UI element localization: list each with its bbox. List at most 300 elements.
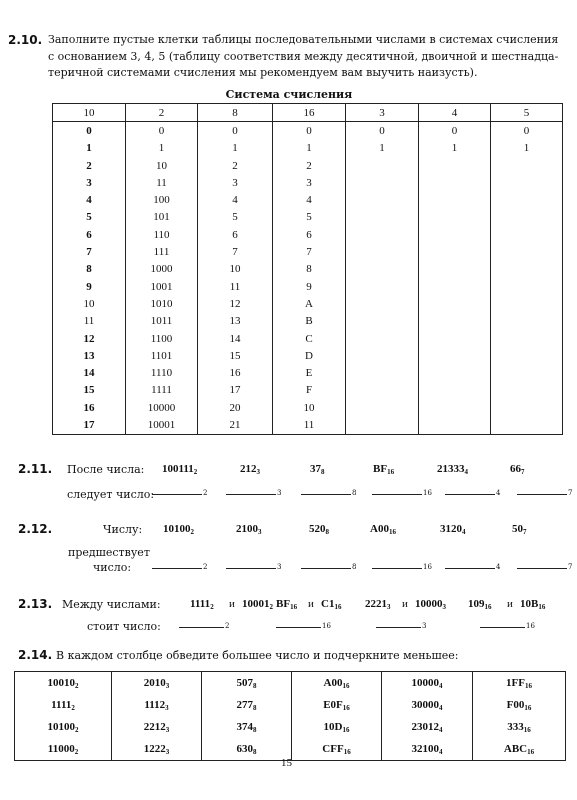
answer-base: 7 xyxy=(568,563,573,571)
number-systems-table xyxy=(52,103,563,435)
answer-base: 3 xyxy=(277,563,282,571)
value-base: 16 xyxy=(290,603,298,611)
table-cell xyxy=(491,330,563,347)
table-header-base-10: 10 xyxy=(53,104,126,122)
table-cell: 1 xyxy=(273,140,346,157)
value-base: 3 xyxy=(165,703,169,712)
value-base: 8 xyxy=(325,528,329,536)
answer-base: 16 xyxy=(423,563,432,571)
range-end-number xyxy=(520,598,545,611)
value-digits: 277 xyxy=(236,698,253,711)
table-cell: 4 xyxy=(273,191,346,208)
value-digits: 32100 xyxy=(411,742,439,755)
comparison-cell[interactable] xyxy=(112,694,202,716)
table-cell: 10000 xyxy=(126,399,198,416)
given-number xyxy=(370,523,396,536)
answer-base: 3 xyxy=(277,489,282,497)
value-digits: 10100 xyxy=(47,720,75,733)
table-row xyxy=(53,313,563,330)
value-digits: A00 xyxy=(370,523,389,535)
table-cell: 1010 xyxy=(126,295,198,312)
value-digits: F00 xyxy=(506,698,525,711)
table-cell xyxy=(491,157,563,174)
table-cell: 1001 xyxy=(126,278,198,295)
value-digits: 630 xyxy=(236,742,253,755)
table-cell: 15 xyxy=(198,347,273,364)
table-cell xyxy=(419,313,491,330)
table-cell: 1100 xyxy=(126,330,198,347)
table-row xyxy=(53,226,563,243)
given-number xyxy=(163,523,194,536)
value-base: 2 xyxy=(210,603,214,611)
table-cell xyxy=(491,347,563,364)
answer-base: 2 xyxy=(225,622,230,630)
table-row xyxy=(53,347,563,364)
answer-blank[interactable] xyxy=(276,617,321,628)
table-header-base-16: 16 xyxy=(273,104,346,122)
value-base: 4 xyxy=(439,681,443,690)
table-cell xyxy=(419,174,491,191)
table-header-base-5: 5 xyxy=(491,104,563,122)
table-cell xyxy=(346,157,419,174)
value-base: 2 xyxy=(75,725,79,734)
comparison-cell[interactable] xyxy=(473,672,566,695)
table-cell: 4 xyxy=(53,191,126,208)
value-base: 16 xyxy=(342,681,350,690)
comparison-table xyxy=(14,671,566,761)
value-digits: 1FF xyxy=(506,676,525,689)
table-cell xyxy=(491,191,563,208)
value-digits: 2010 xyxy=(143,676,166,689)
and-word: и xyxy=(507,598,513,610)
table-cell xyxy=(419,295,491,312)
table-cell: 0 xyxy=(346,122,419,140)
table-row xyxy=(53,157,563,174)
precedes-number-label: число: xyxy=(93,561,132,574)
table-cell xyxy=(491,364,563,381)
range-start-number xyxy=(365,598,391,611)
table-cell xyxy=(346,243,419,260)
value-base: 2 xyxy=(190,528,194,536)
table-cell: 2 xyxy=(198,157,273,174)
answer-blank[interactable] xyxy=(517,558,567,569)
value-base: 7 xyxy=(521,468,525,476)
value-base: 2 xyxy=(75,681,79,690)
exercise-2-12-number: 2.12. xyxy=(18,522,53,536)
value-base: 3 xyxy=(258,528,262,536)
given-number xyxy=(440,523,466,536)
table-cell: 0 xyxy=(126,122,198,140)
table-cell xyxy=(491,382,563,399)
table-cell: 1000 xyxy=(126,261,198,278)
value-base: 16 xyxy=(342,725,350,734)
table-cell xyxy=(346,364,419,381)
range-start-number xyxy=(190,598,214,611)
value-digits: 2100 xyxy=(236,523,258,535)
comparison-cell[interactable] xyxy=(112,672,202,695)
value-digits: 10010 xyxy=(47,676,75,689)
value-base: 16 xyxy=(527,747,535,756)
value-base: 3 xyxy=(387,603,391,611)
value-base: 8 xyxy=(321,468,325,476)
value-base: 16 xyxy=(334,603,342,611)
and-word: и xyxy=(402,598,408,610)
comparison-cell[interactable] xyxy=(473,716,566,738)
value-base: 16 xyxy=(342,703,350,712)
comparison-cell[interactable] xyxy=(202,738,292,761)
answer-base: 16 xyxy=(322,622,331,630)
table-cell: 3 xyxy=(198,174,273,191)
answer-blank[interactable] xyxy=(152,484,202,495)
table-cell: 20 xyxy=(198,399,273,416)
value-base: 16 xyxy=(524,681,532,690)
exercise-2-10-text-line1: Заполните пустые клетки таблицы последовательными числами в системах счисления xyxy=(48,33,559,46)
table-cell: 6 xyxy=(198,226,273,243)
table-header-base-4: 4 xyxy=(419,104,491,122)
value-digits: 212 xyxy=(240,463,257,475)
value-digits: 100111 xyxy=(162,463,194,475)
table-cell: 8 xyxy=(53,261,126,278)
table-cell xyxy=(419,347,491,364)
value-digits: BF xyxy=(373,463,388,475)
value-digits: 109 xyxy=(468,598,485,610)
comparison-row xyxy=(15,694,566,716)
table-cell xyxy=(491,174,563,191)
comparison-cell[interactable] xyxy=(202,716,292,738)
value-digits: 10000 xyxy=(415,598,443,610)
value-digits: 10001 xyxy=(242,598,270,610)
comparison-row xyxy=(15,672,566,695)
value-digits: 333 xyxy=(507,720,524,733)
answer-blank[interactable] xyxy=(445,558,495,569)
value-base: 16 xyxy=(388,528,396,536)
table-header-base-3: 3 xyxy=(346,104,419,122)
answer-blank[interactable] xyxy=(517,484,567,495)
value-digits: 10B xyxy=(520,598,539,610)
exercise-2-11-number: 2.11. xyxy=(18,462,53,476)
table-cell: 11 xyxy=(198,278,273,295)
value-base: 7 xyxy=(523,528,527,536)
comparison-cell[interactable] xyxy=(15,738,112,761)
table-cell xyxy=(419,382,491,399)
table-cell: 101 xyxy=(126,209,198,226)
table-cell xyxy=(346,347,419,364)
precedes-label: предшествует xyxy=(68,546,150,559)
table-cell: 15 xyxy=(53,382,126,399)
comparison-cell[interactable] xyxy=(473,738,566,761)
exercise-2-14-number: 2.14. xyxy=(18,648,53,662)
answer-base: 4 xyxy=(496,563,501,571)
table-cell xyxy=(491,261,563,278)
table-cell: 7 xyxy=(53,243,126,260)
answer-base: 16 xyxy=(423,489,432,497)
comparison-cell[interactable] xyxy=(382,716,473,738)
answer-base: 8 xyxy=(352,563,357,571)
table-cell: E xyxy=(273,364,346,381)
value-base: 4 xyxy=(439,725,443,734)
table-cell: 1 xyxy=(198,140,273,157)
table-cell: 5 xyxy=(273,209,346,226)
comparison-row xyxy=(15,716,566,738)
value-base: 4 xyxy=(439,703,443,712)
answer-base: 2 xyxy=(203,563,208,571)
value-digits: 2212 xyxy=(143,720,166,733)
table-cell xyxy=(419,399,491,416)
table-row xyxy=(53,174,563,191)
comparison-cell[interactable] xyxy=(382,672,473,695)
page-number: 15 xyxy=(281,757,292,769)
answer-blank[interactable] xyxy=(301,484,351,495)
table-row xyxy=(53,191,563,208)
answer-base: 4 xyxy=(496,489,501,497)
table-row xyxy=(53,416,563,434)
value-base: 16 xyxy=(523,725,531,734)
after-number-label: После числа: xyxy=(67,463,145,476)
table-cell: 1111 xyxy=(126,382,198,399)
table-cell: 11 xyxy=(273,416,346,434)
comparison-cell[interactable] xyxy=(292,672,382,695)
table-cell: 11 xyxy=(126,174,198,191)
value-digits: 50 xyxy=(512,523,523,535)
value-digits: 37 xyxy=(310,463,321,475)
table-cell xyxy=(491,295,563,312)
answer-blank[interactable] xyxy=(301,558,351,569)
table-row xyxy=(53,399,563,416)
table-cell: 0 xyxy=(491,122,563,140)
range-end-number xyxy=(415,598,446,611)
table-cell: B xyxy=(273,313,346,330)
table-cell: 17 xyxy=(198,382,273,399)
given-number xyxy=(162,463,197,476)
value-base: 4 xyxy=(464,468,468,476)
table-cell xyxy=(419,261,491,278)
table-cell xyxy=(491,399,563,416)
exercise-2-13-number: 2.13. xyxy=(18,597,53,611)
table-cell xyxy=(346,416,419,434)
table-cell xyxy=(419,364,491,381)
value-digits: 66 xyxy=(510,463,521,475)
value-digits: 1222 xyxy=(143,742,166,755)
table-cell: 10 xyxy=(198,261,273,278)
table-row xyxy=(53,140,563,157)
table-cell: C xyxy=(273,330,346,347)
table-row xyxy=(53,209,563,226)
value-digits: 10D xyxy=(323,720,343,733)
value-base: 16 xyxy=(484,603,492,611)
range-end-number xyxy=(321,598,341,611)
table-cell xyxy=(491,226,563,243)
table-cell: 8 xyxy=(273,261,346,278)
value-digits: A00 xyxy=(323,676,343,689)
next-number-label: следует число: xyxy=(67,488,155,501)
table-cell xyxy=(346,399,419,416)
answer-blank[interactable] xyxy=(152,558,202,569)
value-digits: 1112 xyxy=(144,698,166,711)
value-digits: 374 xyxy=(236,720,253,733)
value-base: 3 xyxy=(165,725,170,734)
exercise-2-10-text-line2: с основанием 3, 4, 5 (таблицу соответствия между десятичной, двоичной и шестнадца- xyxy=(48,50,559,63)
table-cell: 17 xyxy=(53,416,126,434)
table-cell: 6 xyxy=(53,226,126,243)
value-base: 16 xyxy=(343,747,351,756)
table-row xyxy=(53,278,563,295)
table-cell: 11 xyxy=(53,313,126,330)
value-base: 16 xyxy=(538,603,546,611)
value-base: 4 xyxy=(439,747,443,756)
table-cell: 3 xyxy=(53,174,126,191)
table-header-row xyxy=(53,104,563,122)
table-cell: 0 xyxy=(419,122,491,140)
value-base: 8 xyxy=(253,681,257,690)
value-digits: 30000 xyxy=(411,698,439,711)
table-cell xyxy=(346,382,419,399)
table-cell: 1110 xyxy=(126,364,198,381)
table-cell xyxy=(346,226,419,243)
value-base: 3 xyxy=(165,681,170,690)
table-cell xyxy=(346,313,419,330)
value-base: 4 xyxy=(462,528,466,536)
table-cell xyxy=(491,209,563,226)
answer-blank[interactable] xyxy=(445,484,495,495)
answer-blank[interactable] xyxy=(226,558,276,569)
table-cell: 10 xyxy=(273,399,346,416)
table-cell: 1101 xyxy=(126,347,198,364)
value-base: 8 xyxy=(253,747,257,756)
table-header-base-8: 8 xyxy=(198,104,273,122)
value-base: 8 xyxy=(253,703,257,712)
given-number xyxy=(373,463,394,476)
answer-blank[interactable] xyxy=(226,484,276,495)
value-base: 16 xyxy=(387,468,395,476)
comparison-cell[interactable] xyxy=(15,694,112,716)
table-cell: 10 xyxy=(53,295,126,312)
value-base: 16 xyxy=(524,703,532,712)
table-row xyxy=(53,330,563,347)
table-cell: 14 xyxy=(198,330,273,347)
table-cell: 4 xyxy=(198,191,273,208)
answer-blank[interactable] xyxy=(372,558,422,569)
table-cell: 16 xyxy=(53,399,126,416)
comparison-cell[interactable] xyxy=(292,694,382,716)
value-digits: 507 xyxy=(236,676,253,689)
table-cell: 111 xyxy=(126,243,198,260)
answer-base: 2 xyxy=(203,489,208,497)
value-digits: 520 xyxy=(309,523,326,535)
comparison-cell[interactable] xyxy=(15,672,112,695)
answer-blank[interactable] xyxy=(376,617,421,628)
table-cell: 0 xyxy=(198,122,273,140)
value-digits: E0F xyxy=(323,698,343,711)
table-cell xyxy=(419,157,491,174)
comparison-cell[interactable] xyxy=(292,738,382,761)
comparison-cell[interactable] xyxy=(15,716,112,738)
answer-base: 16 xyxy=(526,622,535,630)
comparison-cell[interactable] xyxy=(473,694,566,716)
comparison-cell[interactable] xyxy=(382,738,473,761)
value-digits: BF xyxy=(276,598,291,610)
table-cell xyxy=(346,191,419,208)
between-numbers-label: Между числами: xyxy=(62,598,161,611)
table-cell: 1 xyxy=(126,140,198,157)
table-cell: 5 xyxy=(198,209,273,226)
table-cell xyxy=(419,191,491,208)
table-cell xyxy=(491,278,563,295)
value-digits: 10100 xyxy=(163,523,191,535)
table-cell: 6 xyxy=(273,226,346,243)
answer-blank[interactable] xyxy=(480,617,525,628)
answer-base: 7 xyxy=(568,489,573,497)
and-word: и xyxy=(308,598,314,610)
value-digits: C1 xyxy=(321,598,335,610)
table-cell: D xyxy=(273,347,346,364)
table-cell: 10001 xyxy=(126,416,198,434)
given-number xyxy=(510,463,525,476)
range-start-number xyxy=(468,598,492,611)
value-digits: 10000 xyxy=(411,676,439,689)
value-digits: ABC xyxy=(503,742,528,755)
table-row xyxy=(53,382,563,399)
table-cell: 14 xyxy=(53,364,126,381)
comparison-cell[interactable] xyxy=(112,716,202,738)
value-digits: 2221 xyxy=(365,598,387,610)
table-cell: 10 xyxy=(126,157,198,174)
table-row xyxy=(53,243,563,260)
comparison-cell[interactable] xyxy=(112,738,202,761)
table-cell xyxy=(419,330,491,347)
comparison-cell[interactable] xyxy=(202,694,292,716)
table-row xyxy=(53,364,563,381)
number-label: Числу: xyxy=(103,523,143,536)
range-end-number xyxy=(242,598,273,611)
range-start-number xyxy=(276,598,297,611)
table-cell: 12 xyxy=(53,330,126,347)
table-cell xyxy=(346,261,419,278)
value-base: 3 xyxy=(256,468,260,476)
table-cell: 3 xyxy=(273,174,346,191)
and-word: и xyxy=(229,598,235,610)
value-digits: 21333 xyxy=(437,463,465,475)
table-cell xyxy=(491,243,563,260)
table-caption: Система счисления xyxy=(225,88,353,101)
answer-base: 8 xyxy=(352,489,357,497)
value-digits: CFF xyxy=(322,742,344,755)
given-number xyxy=(437,463,468,476)
value-base: 3 xyxy=(442,603,446,611)
table-cell: 12 xyxy=(198,295,273,312)
answer-blank[interactable] xyxy=(372,484,422,495)
table-cell: 21 xyxy=(198,416,273,434)
comparison-cell[interactable] xyxy=(202,672,292,695)
table-row xyxy=(53,261,563,278)
table-cell: 1 xyxy=(53,140,126,157)
table-cell: 100 xyxy=(126,191,198,208)
table-cell xyxy=(346,278,419,295)
comparison-cell[interactable] xyxy=(292,716,382,738)
given-number xyxy=(309,523,329,536)
table-cell: 13 xyxy=(53,347,126,364)
exercise-2-10-text-line3: теричной системами счисления мы рекомендуем вам выучить наизусть). xyxy=(48,66,478,79)
value-base: 2 xyxy=(269,603,273,611)
table-cell xyxy=(419,416,491,434)
table-cell: 1 xyxy=(346,140,419,157)
value-base: 2 xyxy=(193,468,198,476)
comparison-cell[interactable] xyxy=(382,694,473,716)
value-digits: 1111 xyxy=(190,598,211,610)
table-cell: A xyxy=(273,295,346,312)
value-digits: 3120 xyxy=(440,523,462,535)
answer-blank[interactable] xyxy=(179,617,224,628)
value-digits: 1111 xyxy=(51,698,72,711)
